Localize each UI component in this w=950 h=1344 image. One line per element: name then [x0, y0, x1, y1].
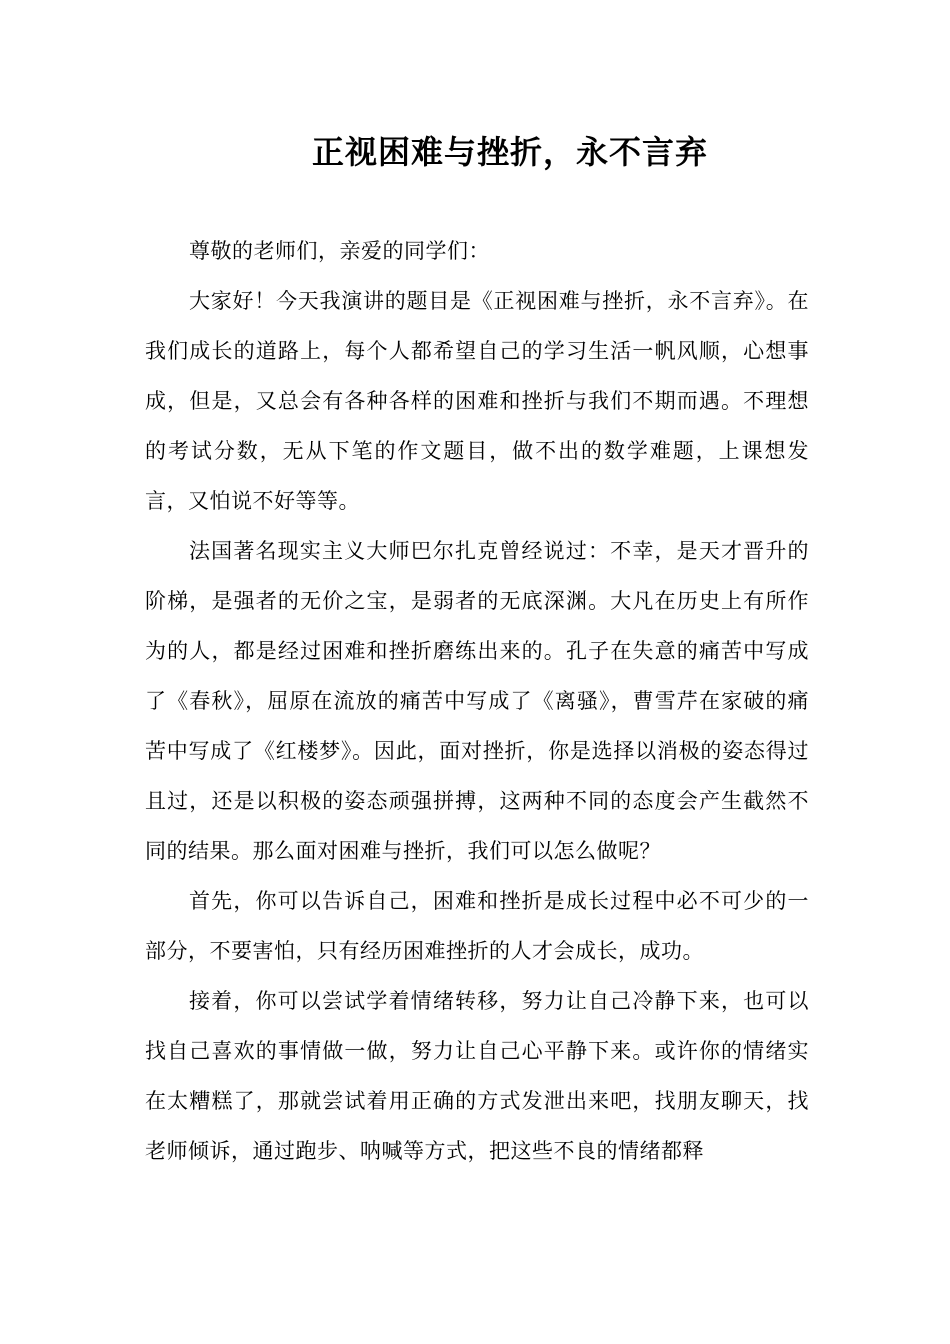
document-title: 正视困难与挫折，永不言弃 — [311, 133, 708, 171]
paragraph-balzac-quote: 法国著名现实主义大师巴尔扎克曾经说过：不幸，是天才晋升的阶梯，是强者的无价之宝，是弱者的无底深渊。大凡在历史上有所作为的人，都是经过困难和挫折磨练出来的。孔子在失意的痛苦中写成了《春秋》，屈原在流放的痛苦中写成了《离骚》，曹雪芹在家破的痛苦中写成了《红楼梦》。因此，面对挫折，你是选择以消极的姿态得过且过，还是以积极的姿态顽强拼搏，这两种不同的态度会产生截然不同的结果。那么面对困难与挫折，我们可以怎么做呢？ — [145, 539, 809, 863]
paragraph-greeting: 尊敬的老师们，亲爱的同学们： — [189, 239, 490, 263]
paragraph-second-step: 接着，你可以尝试学着情绪转移，努力让自己冷静下来，也可以找自己喜欢的事情做一做，努力让自己心平静下来。或许你的情绪实在太糟糕了，那就尝试着用正确的方式发泄出来吧，找朋友聊天，找老师倾诉，通过跑步、呐喊等方式，把这些不良的情绪都释 — [145, 989, 809, 1163]
paragraph-intro: 大家好！今天我演讲的题目是《正视困难与挫折，永不言弃》。在我们成长的道路上，每个人都希望自己的学习生活一帆风顺，心想事成，但是，又总会有各种各样的困难和挫折与我们不期而遇。不理想的考试分数，无从下笔的作文题目，做不出的数学难题，上课想发言，又怕说不好等等。 — [145, 289, 809, 513]
document-body — [145, 226, 809, 1176]
paragraph-first-step: 首先，你可以告诉自己，困难和挫折是成长过程中必不可少的一部分，不要害怕，只有经历困难挫折的人才会成长，成功。 — [145, 889, 809, 963]
